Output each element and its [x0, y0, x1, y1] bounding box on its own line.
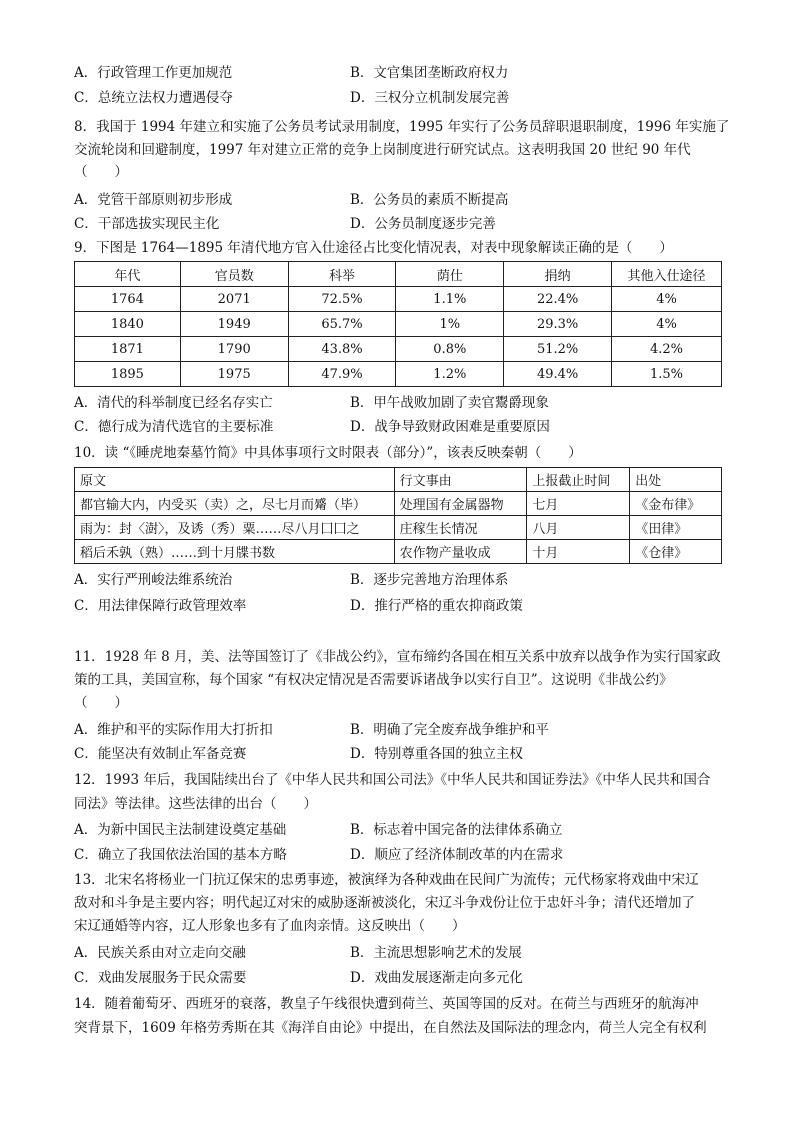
answer-option[interactable]: D．公务员制度逐步完善 — [350, 216, 496, 232]
table-cell: 1.1% — [396, 287, 504, 312]
option-row — [74, 417, 734, 437]
table-cell: 都官输大内，内受买（卖）之，尽七月而觱（毕） — [75, 492, 395, 516]
table-cell: 1895 — [75, 362, 181, 387]
table-cell: 1975 — [180, 362, 288, 387]
table-row — [75, 312, 722, 337]
table-row — [75, 492, 722, 516]
table-header-cell: 年代 — [75, 262, 181, 287]
answer-option[interactable]: B．主流思想影响艺术的发展 — [350, 945, 522, 961]
table-cell: 十月 — [527, 540, 630, 564]
table-cell: 稻后禾孰（熟）……到十月牒书数 — [75, 540, 395, 564]
answer-option[interactable]: D．顺应了经济体制改革的内在需求 — [350, 847, 564, 863]
table-q9-official-entry-paths — [74, 261, 722, 387]
table-cell: 4% — [612, 287, 722, 312]
table-header-cell: 原文 — [75, 468, 395, 492]
answer-option[interactable]: A．实行严刑峻法维系统治 — [74, 572, 233, 588]
answer-option[interactable]: B．甲午战败加剧了卖官鬻爵现象 — [350, 395, 549, 411]
option-row — [74, 820, 734, 840]
answer-option[interactable]: A．民族关系由对立走向交融 — [74, 945, 246, 961]
answer-option[interactable]: B．逐步完善地方治理体系 — [350, 572, 509, 588]
question-line: 同法》等法律。这些法律的出台（ ） — [74, 796, 317, 812]
table-cell: 庄稼生长情况 — [394, 516, 527, 540]
option-row — [74, 190, 734, 210]
option-row — [74, 596, 734, 616]
option-row — [74, 720, 734, 740]
question-line: （ ） — [74, 164, 128, 180]
table-row — [75, 516, 722, 540]
table-header-cell: 捐纳 — [504, 262, 612, 287]
table-cell: 七月 — [527, 492, 630, 516]
answer-option[interactable]: D．战争导致财政困难是重要原因 — [350, 419, 550, 435]
answer-option[interactable]: A．清代的科举制度已经名存实亡 — [74, 395, 273, 411]
question-line: 12．1993 年后，我国陆续出台了《中华人民共和国公司法》《中华人民共和国证券法》《中华人民共和国合 — [74, 772, 711, 788]
question-line: 交流轮岗和回避制度，1997 年对建立正常的竞争上岗制度进行研究试点。这表明我国 20 世纪 90 年代 — [74, 142, 691, 158]
table-cell: 1949 — [180, 312, 288, 337]
table-cell: 22.4% — [504, 287, 612, 312]
table-cell: 43.8% — [288, 337, 396, 362]
table-cell: 1% — [396, 312, 504, 337]
question-line: （ ） — [74, 695, 128, 711]
answer-option[interactable]: B．公务员的素质不断提高 — [350, 192, 509, 208]
option-row — [74, 570, 734, 590]
answer-option[interactable]: D．戏曲发展逐渐走向多元化 — [350, 970, 523, 986]
answer-option[interactable]: C．戏曲发展服务于民众需要 — [74, 970, 247, 986]
option-row — [74, 88, 734, 108]
table-cell: 1790 — [180, 337, 288, 362]
table-cell: 农作物产量收成 — [394, 540, 527, 564]
table-cell: 0.8% — [396, 337, 504, 362]
question-line: 10．读 “《睡虎地秦墓竹简》中具体事项行文时限表（部分）”，该表反映秦朝（ ） — [74, 445, 582, 461]
table-row — [75, 337, 722, 362]
question-line: 11．1928 年 8 月，美、法等国签订了《非战公约》，宣布缔约各国在相互关系中放弃以战争作为实行国家政 — [74, 649, 721, 665]
option-row — [74, 63, 734, 83]
table-cell: 49.4% — [504, 362, 612, 387]
question-line: 宋辽通婚等内容，辽人形象也多有了血肉亲情。这反映出（ ） — [74, 918, 466, 934]
answer-option[interactable]: C．干部选拔实现民主化 — [74, 216, 220, 232]
table-cell: 65.7% — [288, 312, 396, 337]
option-row — [74, 943, 734, 963]
table-header-cell: 科举 — [288, 262, 396, 287]
answer-option[interactable]: A．为新中国民主法制建设奠定基础 — [74, 822, 287, 838]
answer-option[interactable]: A．党管干部原则初步形成 — [74, 192, 233, 208]
question-line: 敌对和斗争是主要内容；明代起辽对宋的威胁逐渐被淡化，宋辽斗争戏份让位于忠奸斗争；清代还增加了 — [74, 895, 695, 911]
table-cell: 《田律》 — [630, 516, 722, 540]
question-line: 13．北宋名将杨业一门抗辽保宋的忠勇事迹，被演绎为各种戏曲在民间广为流传；元代杨家将戏曲中宋辽 — [74, 872, 699, 888]
answer-option[interactable]: D．三权分立机制发展完善 — [350, 90, 510, 106]
answer-option[interactable]: C．用法律保障行政管理效率 — [74, 598, 247, 614]
question-line: 8．我国于 1994 年建立和实施了公务员考试录用制度，1995 年实行了公务员辞职退职制度，1996 年实施了 — [74, 119, 730, 135]
answer-option[interactable]: B．标志着中国完备的法律体系确立 — [350, 822, 563, 838]
table-row — [75, 540, 722, 564]
table-cell: 1764 — [75, 287, 181, 312]
answer-option[interactable]: B．明确了完全废弃战争维护和平 — [350, 722, 549, 738]
answer-option[interactable]: B．文官集团垄断政府权力 — [350, 65, 509, 81]
table-cell: 1.5% — [612, 362, 722, 387]
table-cell: 处理国有金属器物 — [394, 492, 527, 516]
table-header-cell: 荫仕 — [396, 262, 504, 287]
table-cell: 4% — [612, 312, 722, 337]
table-cell: 1871 — [75, 337, 181, 362]
answer-option[interactable]: A．行政管理工作更加规范 — [74, 65, 233, 81]
table-cell: 4.2% — [612, 337, 722, 362]
table-cell: 八月 — [527, 516, 630, 540]
table-cell: 《仓律》 — [630, 540, 722, 564]
answer-option[interactable]: C．能坚决有效制止军备竞赛 — [74, 746, 247, 762]
table-header-cell: 行文事由 — [394, 468, 527, 492]
answer-option[interactable]: C．确立了我国依法治国的基本方略 — [74, 847, 287, 863]
table-header-row — [75, 468, 722, 492]
table-header-cell: 出处 — [630, 468, 722, 492]
option-row — [74, 845, 734, 865]
question-line: 9．下图是 1764—1895 年清代地方官入仕途径占比变化情况表，对表中现象解读正确的是（ ） — [74, 240, 673, 256]
table-cell: 1.2% — [396, 362, 504, 387]
option-row — [74, 968, 734, 988]
table-header-cell: 官员数 — [180, 262, 288, 287]
table-cell: 2071 — [180, 287, 288, 312]
answer-option[interactable]: D．推行严格的重农抑商政策 — [350, 598, 523, 614]
table-cell: 1840 — [75, 312, 181, 337]
question-line: 14．随着葡萄牙、西班牙的衰落，教皇子午线很快遭到荷兰、英国等国的反对。在荷兰与西班牙的航海冲 — [74, 996, 699, 1012]
option-row — [74, 214, 734, 234]
table-row — [75, 362, 722, 387]
table-header-cell: 上报截止时间 — [527, 468, 630, 492]
table-row — [75, 287, 722, 312]
option-row — [74, 744, 734, 764]
table-cell: 29.3% — [504, 312, 612, 337]
question-line: 策的工具，美国宣称，每个国家 “有权决定情况是否需要诉诸战争以实行自卫”。这说明《非战公约》 — [74, 672, 673, 688]
answer-option[interactable]: D．特别尊重各国的独立主权 — [350, 746, 523, 762]
table-q10-qin-document-deadlines — [74, 467, 722, 564]
table-cell: 51.2% — [504, 337, 612, 362]
table-header-cell: 其他入仕途径 — [612, 262, 722, 287]
table-cell: 雨为：封〈澍〉，及诱（秀）粟……尽八月囗囗之 — [75, 516, 395, 540]
table-cell: 47.9% — [288, 362, 396, 387]
answer-option[interactable]: A．维护和平的实际作用大打折扣 — [74, 722, 273, 738]
option-row — [74, 393, 734, 413]
question-line: 突背景下，1609 年格劳秀斯在其《海洋自由论》中提出，在自然法及国际法的理念内，荷兰人完全有权利 — [74, 1020, 707, 1036]
answer-option[interactable]: C．德行成为清代选官的主要标准 — [74, 419, 274, 435]
table-cell: 72.5% — [288, 287, 396, 312]
table-header-row — [75, 262, 722, 287]
table-cell: 《金布律》 — [630, 492, 722, 516]
answer-option[interactable]: C．总统立法权力遭遇侵夺 — [74, 90, 233, 106]
